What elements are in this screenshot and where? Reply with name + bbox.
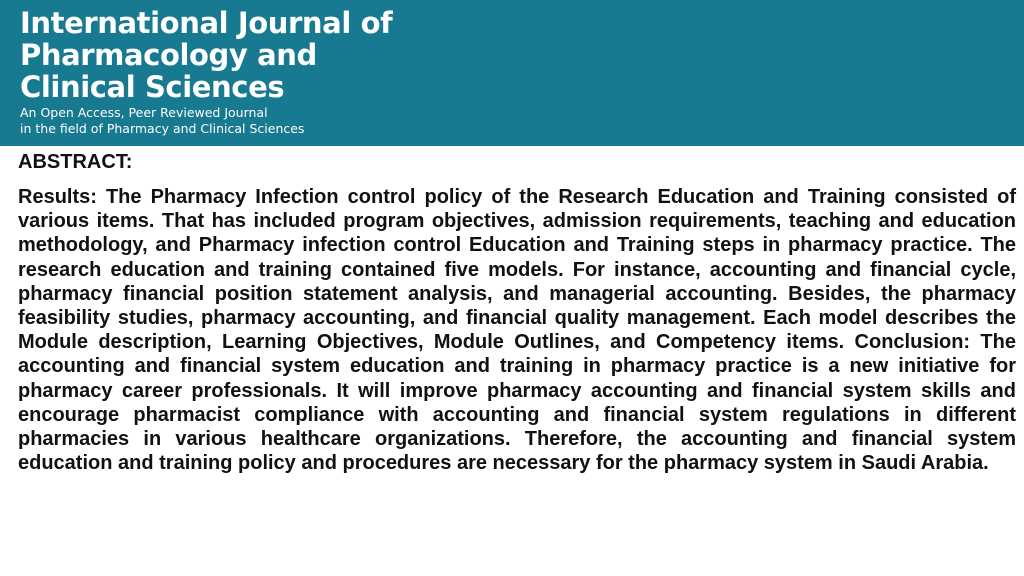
journal-title-line-2: Pharmacology and	[20, 38, 317, 72]
journal-tagline	[20, 105, 304, 137]
results-label: Results:	[18, 186, 97, 208]
abstract-heading: ABSTRACT:	[18, 151, 133, 173]
results-text: The Pharmacy Infection control policy of the Research Education and Training consisted of various items. That has included program objectives, admission requirements, teaching and education methodology, and Pharmacy infection control Education and Training steps in pharmacy practice. The research education and training contained five models. For instance, accounting and financial cycle, pharmacy financial position statement analysis, and managerial accounting. Besides, the pharmacy feasibility studies, pharmacy accounting, and financial quality management. Each model describes the Module description, Learning Objectives, Module Outlines, and Competency items.	[18, 186, 1016, 354]
journal-title	[20, 7, 540, 103]
journal-tagline-line-1: An Open Access, Peer Reviewed Journal	[20, 105, 268, 120]
journal-title-line-3: Clinical Sciences	[20, 70, 285, 104]
conclusion-text: The accounting and financial system education and training in pharmacy practice is a new initiative for pharmacy career professionals. It will improve pharmacy accounting and financial system skills and encourage pharmacist compliance with accounting and financial system regulations in different pharmacies in various healthcare organizations. Therefore, the accounting and financial system education and training policy and procedures are necessary for the pharmacy system in Saudi Arabia.	[18, 331, 1016, 475]
abstract-body	[18, 185, 1016, 475]
conclusion-label: Conclusion:	[854, 331, 971, 354]
journal-title-line-1: International Journal of	[20, 6, 393, 40]
journal-tagline-line-2: in the field of Pharmacy and Clinical Sciences	[20, 121, 305, 136]
journal-header-banner	[0, 0, 1024, 146]
abstract-section	[18, 150, 1016, 475]
